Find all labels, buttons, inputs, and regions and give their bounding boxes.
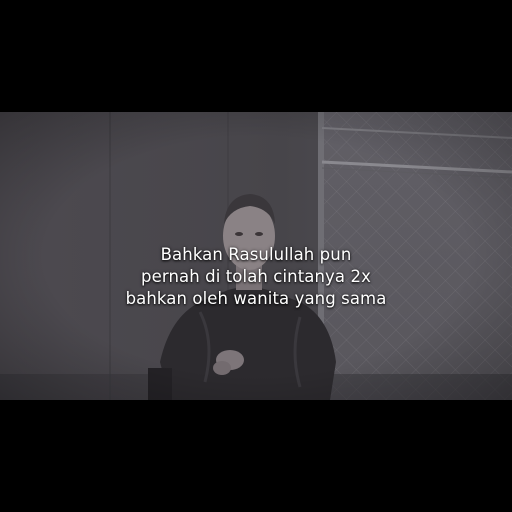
caption-line-1: Bahkan Rasulullah pun [160,245,352,264]
video-caption [0,244,512,310]
caption-line-2: pernah di tolah cintanya 2x [141,267,371,286]
caption-line-3: bahkan oleh wanita yang sama [125,289,387,308]
